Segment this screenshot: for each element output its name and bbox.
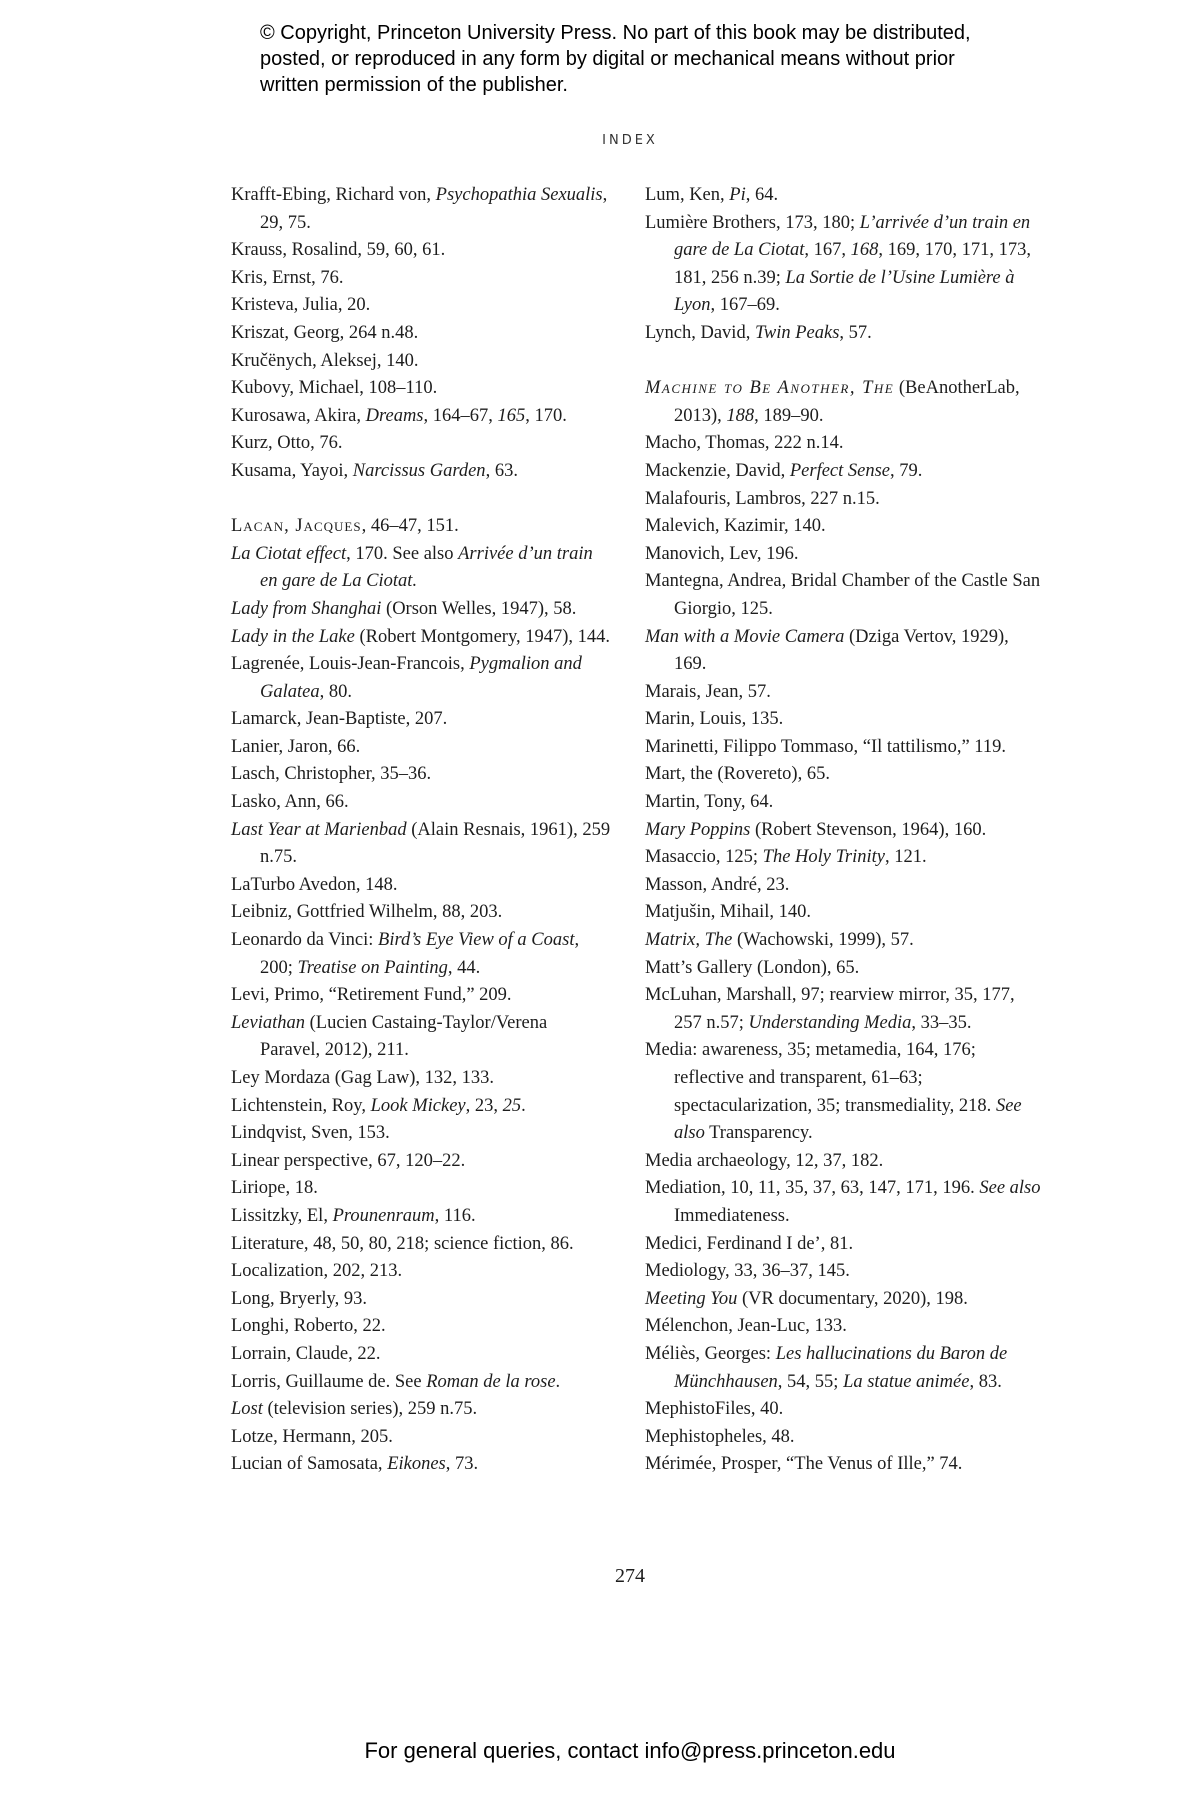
index-entry bbox=[645, 1231, 1045, 1259]
index-entry-text: Macho, Thomas, 222 n.14. bbox=[645, 433, 844, 454]
index-entry-text: Matjušin, Mihail, 140. bbox=[645, 902, 811, 923]
index-entry bbox=[231, 237, 611, 265]
index-entry-text: Matt’s Gallery (London), 65. bbox=[645, 957, 860, 978]
index-entry-text: Marin, Louis, 135. bbox=[645, 709, 784, 730]
index-entry bbox=[231, 1010, 611, 1065]
index-entry-text: , 63. bbox=[485, 460, 518, 481]
index-entry-text: , 170. bbox=[525, 405, 567, 426]
index-entry-text: La Ciotat effect bbox=[231, 543, 347, 564]
index-entry-text: Krauss, Rosalind, 59, 60, 61. bbox=[231, 240, 446, 261]
index-entry-text: Krafft-Ebing, Richard von, bbox=[231, 185, 436, 205]
index-letter-gap bbox=[231, 486, 611, 514]
index-letter-gap bbox=[645, 348, 1045, 376]
index-entry bbox=[645, 817, 1045, 845]
index-entry-text: (Orson Welles, 1947), 58. bbox=[381, 598, 577, 619]
index-entry-text: Kubovy, Michael, 108–110. bbox=[231, 378, 438, 399]
index-entry-text: , 189–90. bbox=[754, 405, 824, 426]
index-entry-text: Lynch, David, bbox=[645, 322, 755, 343]
index-entry bbox=[645, 624, 1045, 679]
index-entry bbox=[231, 1203, 611, 1231]
index-entry-text: Localization, 202, 213. bbox=[231, 1261, 403, 1282]
index-entry bbox=[231, 403, 611, 431]
index-entry bbox=[231, 1231, 611, 1259]
index-entry-text: Mélenchon, Jean-Luc, 133. bbox=[645, 1316, 847, 1337]
index-entry-text: (Lucien Castaing-Taylor/Verena Paravel, 2012), 211. bbox=[260, 1012, 548, 1061]
index-entry-text: Mephistopheles, 48. bbox=[645, 1426, 795, 1447]
index-entry-text: Levi, Primo, “Retirement Fund,” 209. bbox=[231, 985, 512, 1006]
index-entry-text: Kurosawa, Akira, bbox=[231, 405, 366, 426]
index-entry-text: , 164–67, bbox=[423, 405, 498, 426]
index-entry-text: Transparency. bbox=[704, 1123, 813, 1144]
index-entry-text: Narcissus Garden bbox=[352, 460, 486, 481]
index-entry-text: See also bbox=[979, 1178, 1041, 1199]
index-entry-text: Lasko, Ann, 66. bbox=[231, 792, 349, 813]
index-entry-text: Look Mickey bbox=[370, 1095, 466, 1116]
index-entry bbox=[231, 899, 611, 927]
index-entry bbox=[231, 706, 611, 734]
index-entry-text: 188 bbox=[726, 405, 755, 426]
index-entry bbox=[645, 375, 1045, 430]
index-entry bbox=[231, 872, 611, 900]
index-entry-text: Lady from Shanghai bbox=[231, 598, 382, 619]
index-entry-text: Medici, Ferdinand I de’, 81. bbox=[645, 1233, 854, 1254]
index-entry-text: Psychopathia Sexualis bbox=[435, 185, 603, 205]
index-entry bbox=[231, 1313, 611, 1341]
index-entry bbox=[645, 486, 1045, 514]
index-entry bbox=[231, 817, 611, 872]
index-entry-text: Mediology, 33, 36–37, 145. bbox=[645, 1261, 850, 1282]
index-entry-text: Lotze, Hermann, 205. bbox=[231, 1426, 393, 1447]
index-entry bbox=[645, 1148, 1045, 1176]
index-entry-text: Twin Peaks bbox=[754, 322, 840, 343]
index-entry bbox=[231, 1396, 611, 1424]
index-entry bbox=[231, 1286, 611, 1314]
index-entry-text: , 46–47, 151. bbox=[361, 516, 459, 537]
index-entry-text: La statue animée bbox=[843, 1371, 970, 1392]
index-entry bbox=[231, 651, 611, 706]
index-entry-text: Pi bbox=[729, 185, 746, 205]
index-entry-text: (BeAnotherLab, 2013), bbox=[674, 378, 1020, 426]
index-entry-text: (Wachowski, 1999), 57. bbox=[732, 930, 914, 951]
index-entry bbox=[231, 1148, 611, 1176]
index-entry bbox=[645, 1341, 1045, 1396]
index-entry-text: , 169, 170, 171, 173, 181, 256 n.39; bbox=[674, 240, 1031, 288]
index-entry-text: Man with a Movie Camera bbox=[645, 626, 845, 647]
index-entry bbox=[645, 541, 1045, 569]
index-entry-text: Marais, Jean, 57. bbox=[645, 681, 771, 702]
index-entry-text: Mérimée, Prosper, “The Venus of Ille,” 74. bbox=[645, 1454, 963, 1475]
index-entry bbox=[231, 1341, 611, 1369]
index-entry-text: Arrivée d’un train en gare de La Ciotat. bbox=[260, 543, 593, 592]
index-entry-text: , 44. bbox=[447, 957, 481, 978]
index-entry-text: Literature, 48, 50, 80, 218; science fiction, 86. bbox=[231, 1233, 574, 1254]
index-column-right bbox=[645, 182, 1045, 1479]
index-entry-text: Martin, Tony, 64. bbox=[645, 792, 774, 813]
index-entry-text: Malevich, Kazimir, 140. bbox=[645, 516, 826, 537]
index-entry bbox=[231, 982, 611, 1010]
index-entry bbox=[231, 1065, 611, 1093]
index-entry-text: Eikones bbox=[387, 1454, 446, 1475]
index-entry-text: , 23, bbox=[465, 1095, 503, 1116]
index-entry bbox=[645, 982, 1045, 1037]
index-entry-text: Treatise on Painting bbox=[297, 957, 448, 978]
index-entry-text: Lorris, Guillaume de. See bbox=[231, 1371, 427, 1392]
index-entry bbox=[645, 761, 1045, 789]
index-entry bbox=[645, 789, 1045, 817]
index-entry-text: LaTurbo Avedon, 148. bbox=[231, 874, 398, 895]
index-entry bbox=[645, 1258, 1045, 1286]
index-entry-text: , 29, 75. bbox=[260, 185, 608, 233]
index-entry-text: Linear perspective, 67, 120–22. bbox=[231, 1150, 466, 1171]
index-entry-text: Leonardo da Vinci: bbox=[231, 930, 379, 951]
index-entry-text: Longhi, Roberto, 22. bbox=[231, 1316, 386, 1337]
index-entry bbox=[231, 1258, 611, 1286]
index-entry-text: , 167–69. bbox=[710, 295, 780, 316]
index-entry-text: Leviathan bbox=[231, 1012, 305, 1033]
index-entry-text: Masson, André, 23. bbox=[645, 874, 790, 895]
index-entry-text: Matrix, The bbox=[645, 930, 733, 951]
index-entry-text: Lissitzky, El, bbox=[231, 1205, 333, 1226]
index-entry bbox=[645, 899, 1045, 927]
index-entry-text: Long, Bryerly, 93. bbox=[231, 1288, 367, 1309]
index-entry bbox=[231, 348, 611, 376]
index-entry bbox=[645, 734, 1045, 762]
index-entry-text: Malafouris, Lambros, 227 n.15. bbox=[645, 488, 880, 509]
index-entry bbox=[645, 927, 1045, 955]
index-entry bbox=[645, 1451, 1045, 1479]
index-entry bbox=[645, 844, 1045, 872]
index-entry-text: Immediateness. bbox=[674, 1205, 790, 1226]
index-entry-text: Lady in the Lake bbox=[231, 626, 355, 647]
index-entry-text: , 200; bbox=[260, 930, 580, 978]
index-entry-text: , 73. bbox=[445, 1454, 479, 1475]
index-entry-text: Kriszat, Georg, 264 n.48. bbox=[231, 322, 419, 343]
index-entry bbox=[231, 375, 611, 403]
index-entry-text: Lagrenée, Louis-Jean-Francois, bbox=[231, 654, 470, 675]
index-entry-text: Lichtenstein, Roy, bbox=[231, 1095, 371, 1116]
index-column-left bbox=[231, 182, 611, 1479]
page-number: 274 bbox=[615, 1565, 645, 1587]
index-entry-text: Mediation, 10, 11, 35, 37, 63, 147, 171, 196. bbox=[645, 1178, 980, 1199]
index-entry bbox=[231, 596, 611, 624]
index-entry bbox=[645, 430, 1045, 458]
index-entry bbox=[231, 789, 611, 817]
index-entry-text: Lorrain, Claude, 22. bbox=[231, 1343, 381, 1364]
index-entry bbox=[231, 624, 611, 652]
index-entry bbox=[231, 513, 611, 541]
index-entry-text: , 64. bbox=[745, 185, 779, 205]
index-entry bbox=[231, 1175, 611, 1203]
copyright-notice: © Copyright, Princeton University Press. No part of this book may be distributed, posted, or reproduced in any form by digital or mechanical means without prior written permission of the publisher. bbox=[260, 22, 971, 96]
index-entry bbox=[231, 458, 611, 486]
index-entry-text: Lum, Ken, bbox=[645, 185, 730, 205]
index-entry bbox=[231, 541, 611, 596]
index-entry-text: Lasch, Christopher, 35–36. bbox=[231, 764, 432, 785]
index-entry-text: Meeting You bbox=[645, 1288, 738, 1309]
index-entry-text: Kusama, Yayoi, bbox=[231, 460, 353, 481]
index-entry bbox=[231, 734, 611, 762]
index-entry-text: L’arrivée d’un train en gare de La Ciotat bbox=[674, 212, 1031, 261]
index-entry bbox=[231, 761, 611, 789]
index-entry bbox=[231, 927, 611, 982]
index-entry-text: , 57. bbox=[839, 322, 872, 343]
index-entry-text: , 33–35. bbox=[911, 1012, 972, 1033]
index-entry-text: Lacan, Jacques bbox=[231, 516, 362, 537]
index-entry-text: (Dziga Vertov, 1929), 169. bbox=[674, 626, 1009, 675]
index-entry-text: MephistoFiles, 40. bbox=[645, 1399, 784, 1420]
index-entry-text: Perfect Sense bbox=[789, 460, 891, 481]
index-entry-text: , 83. bbox=[969, 1371, 1002, 1392]
index-entry-text: Mart, the (Rovereto), 65. bbox=[645, 764, 830, 785]
running-head: INDEX bbox=[602, 133, 658, 148]
index-entry-text: Mary Poppins bbox=[645, 819, 751, 840]
index-entry bbox=[231, 320, 611, 348]
index-entry-text: , 116. bbox=[434, 1205, 476, 1226]
index-entry-text: La Sortie de l’Usine Lumière à Lyon bbox=[674, 267, 1015, 316]
index-entry-text: Lindqvist, Sven, 153. bbox=[231, 1123, 390, 1144]
index-entry-text: Roman de la rose bbox=[426, 1371, 556, 1392]
index-entry-text: Media: awareness, 35; metamedia, 164, 176; reflective and transparent, 61–63; spectacularization, 35; transmediality, 218. bbox=[645, 1040, 996, 1116]
index-entry-text: Méliès, Georges: bbox=[645, 1343, 776, 1364]
index-entry-text: . bbox=[521, 1095, 526, 1116]
index-entry-text: Kristeva, Julia, 20. bbox=[231, 295, 371, 316]
index-entry-text: 168 bbox=[850, 240, 879, 261]
index-entry-text: Mackenzie, David, bbox=[645, 460, 790, 481]
index-entry bbox=[231, 1093, 611, 1121]
index-entry bbox=[645, 1396, 1045, 1424]
index-entry-text: Leibniz, Gottfried Wilhelm, 88, 203. bbox=[231, 902, 503, 923]
index-entry-text: , 121. bbox=[884, 847, 927, 868]
index-entry-text: (Robert Montgomery, 1947), 144. bbox=[354, 626, 611, 647]
index-entry bbox=[645, 320, 1045, 348]
index-entry bbox=[645, 872, 1045, 900]
index-entry-text: Manovich, Lev, 196. bbox=[645, 543, 799, 564]
index-entry bbox=[645, 210, 1045, 320]
index-entry-text: , 170. See also bbox=[346, 543, 459, 564]
index-entry-text: . bbox=[555, 1371, 561, 1392]
index-entry bbox=[231, 1369, 611, 1397]
index-entry-text: Media archaeology, 12, 37, 182. bbox=[645, 1150, 884, 1171]
index-entry-text: , 80. bbox=[319, 681, 352, 702]
index-entry bbox=[231, 1120, 611, 1148]
index-entry-text: Marinetti, Filippo Tommaso, “Il tattilismo,” 119. bbox=[645, 736, 1006, 757]
index-entry-text: Dreams bbox=[365, 405, 424, 426]
index-entry bbox=[645, 1313, 1045, 1341]
index-entry-text: Lucian of Samosata, bbox=[231, 1454, 388, 1475]
index-entry-text: The Holy Trinity bbox=[762, 847, 885, 868]
index-entry-text: Machine to Be Another, The bbox=[645, 378, 895, 399]
index-entry-text: , 79. bbox=[890, 460, 923, 481]
index-entry bbox=[231, 430, 611, 458]
index-entry-text: Bird’s Eye View of a Coast bbox=[378, 930, 575, 951]
index-entry-text: Ley Mordaza (Gag Law), 132, 133. bbox=[231, 1068, 495, 1088]
index-entry-text: (VR documentary, 2020), 198. bbox=[737, 1288, 968, 1309]
index-entry-text: , 167, bbox=[804, 240, 851, 261]
index-entry bbox=[231, 265, 611, 293]
index-entry-text: Kurz, Otto, 76. bbox=[231, 433, 343, 454]
index-entry-text: Kručënych, Aleksej, 140. bbox=[231, 350, 419, 371]
index-entry-text: Masaccio, 125; bbox=[645, 847, 763, 868]
index-entry-text: 25 bbox=[502, 1095, 522, 1116]
index-entry bbox=[645, 1286, 1045, 1314]
index-entry-text: Last Year at Marienbad bbox=[231, 819, 407, 840]
index-entry bbox=[645, 1037, 1045, 1147]
index-entry-text: Prounenraum bbox=[332, 1205, 435, 1226]
index-entry-text: (Alain Resnais, 1961), 259 n.75. bbox=[260, 819, 611, 868]
index-entry-text: Lanier, Jaron, 66. bbox=[231, 736, 361, 757]
index-entry bbox=[645, 182, 1045, 210]
index-entry bbox=[645, 679, 1045, 707]
index-entry-text: Mantegna, Andrea, Bridal Chamber of the Castle San Giorgio, 125. bbox=[645, 571, 1041, 619]
index-entry-text: Understanding Media bbox=[748, 1012, 912, 1033]
index-entry bbox=[645, 513, 1045, 541]
index-entry bbox=[231, 182, 611, 237]
index-entry-text: 165 bbox=[497, 405, 526, 426]
index-entry-text: Kris, Ernst, 76. bbox=[231, 267, 344, 288]
index-entry bbox=[645, 568, 1045, 623]
index-entry bbox=[645, 1175, 1045, 1230]
index-entry-text: , 54, 55; bbox=[777, 1371, 844, 1392]
index-entry bbox=[645, 1424, 1045, 1452]
index-entry-text: Lamarck, Jean-Baptiste, 207. bbox=[231, 709, 448, 730]
index-entry bbox=[231, 1424, 611, 1452]
index-entry-text: (Robert Stevenson, 1964), 160. bbox=[750, 819, 987, 840]
footer-contact: For general queries, contact info@press.princeton.edu bbox=[364, 1738, 896, 1763]
index-entry bbox=[645, 955, 1045, 983]
index-entry-text: Les hallucinations du Baron de Münchhausen bbox=[674, 1343, 1008, 1392]
index-entry-text: Liriope, 18. bbox=[231, 1178, 318, 1199]
index-entry-text: Lost bbox=[231, 1399, 263, 1420]
index-entry-text: Pygmalion and Galatea bbox=[260, 654, 582, 702]
index-entry bbox=[231, 292, 611, 320]
index-entry-text: See also bbox=[674, 1095, 1022, 1144]
index-entry-text: Lumière Brothers, 173, 180; bbox=[645, 212, 860, 233]
index-entry-text: (television series), 259 n.75. bbox=[262, 1399, 478, 1420]
index-entry-text: McLuhan, Marshall, 97; rearview mirror, 35, 177, 257 n.57; bbox=[645, 985, 1015, 1033]
index-entry bbox=[645, 458, 1045, 486]
index-entry bbox=[645, 706, 1045, 734]
index-entry bbox=[231, 1451, 611, 1479]
